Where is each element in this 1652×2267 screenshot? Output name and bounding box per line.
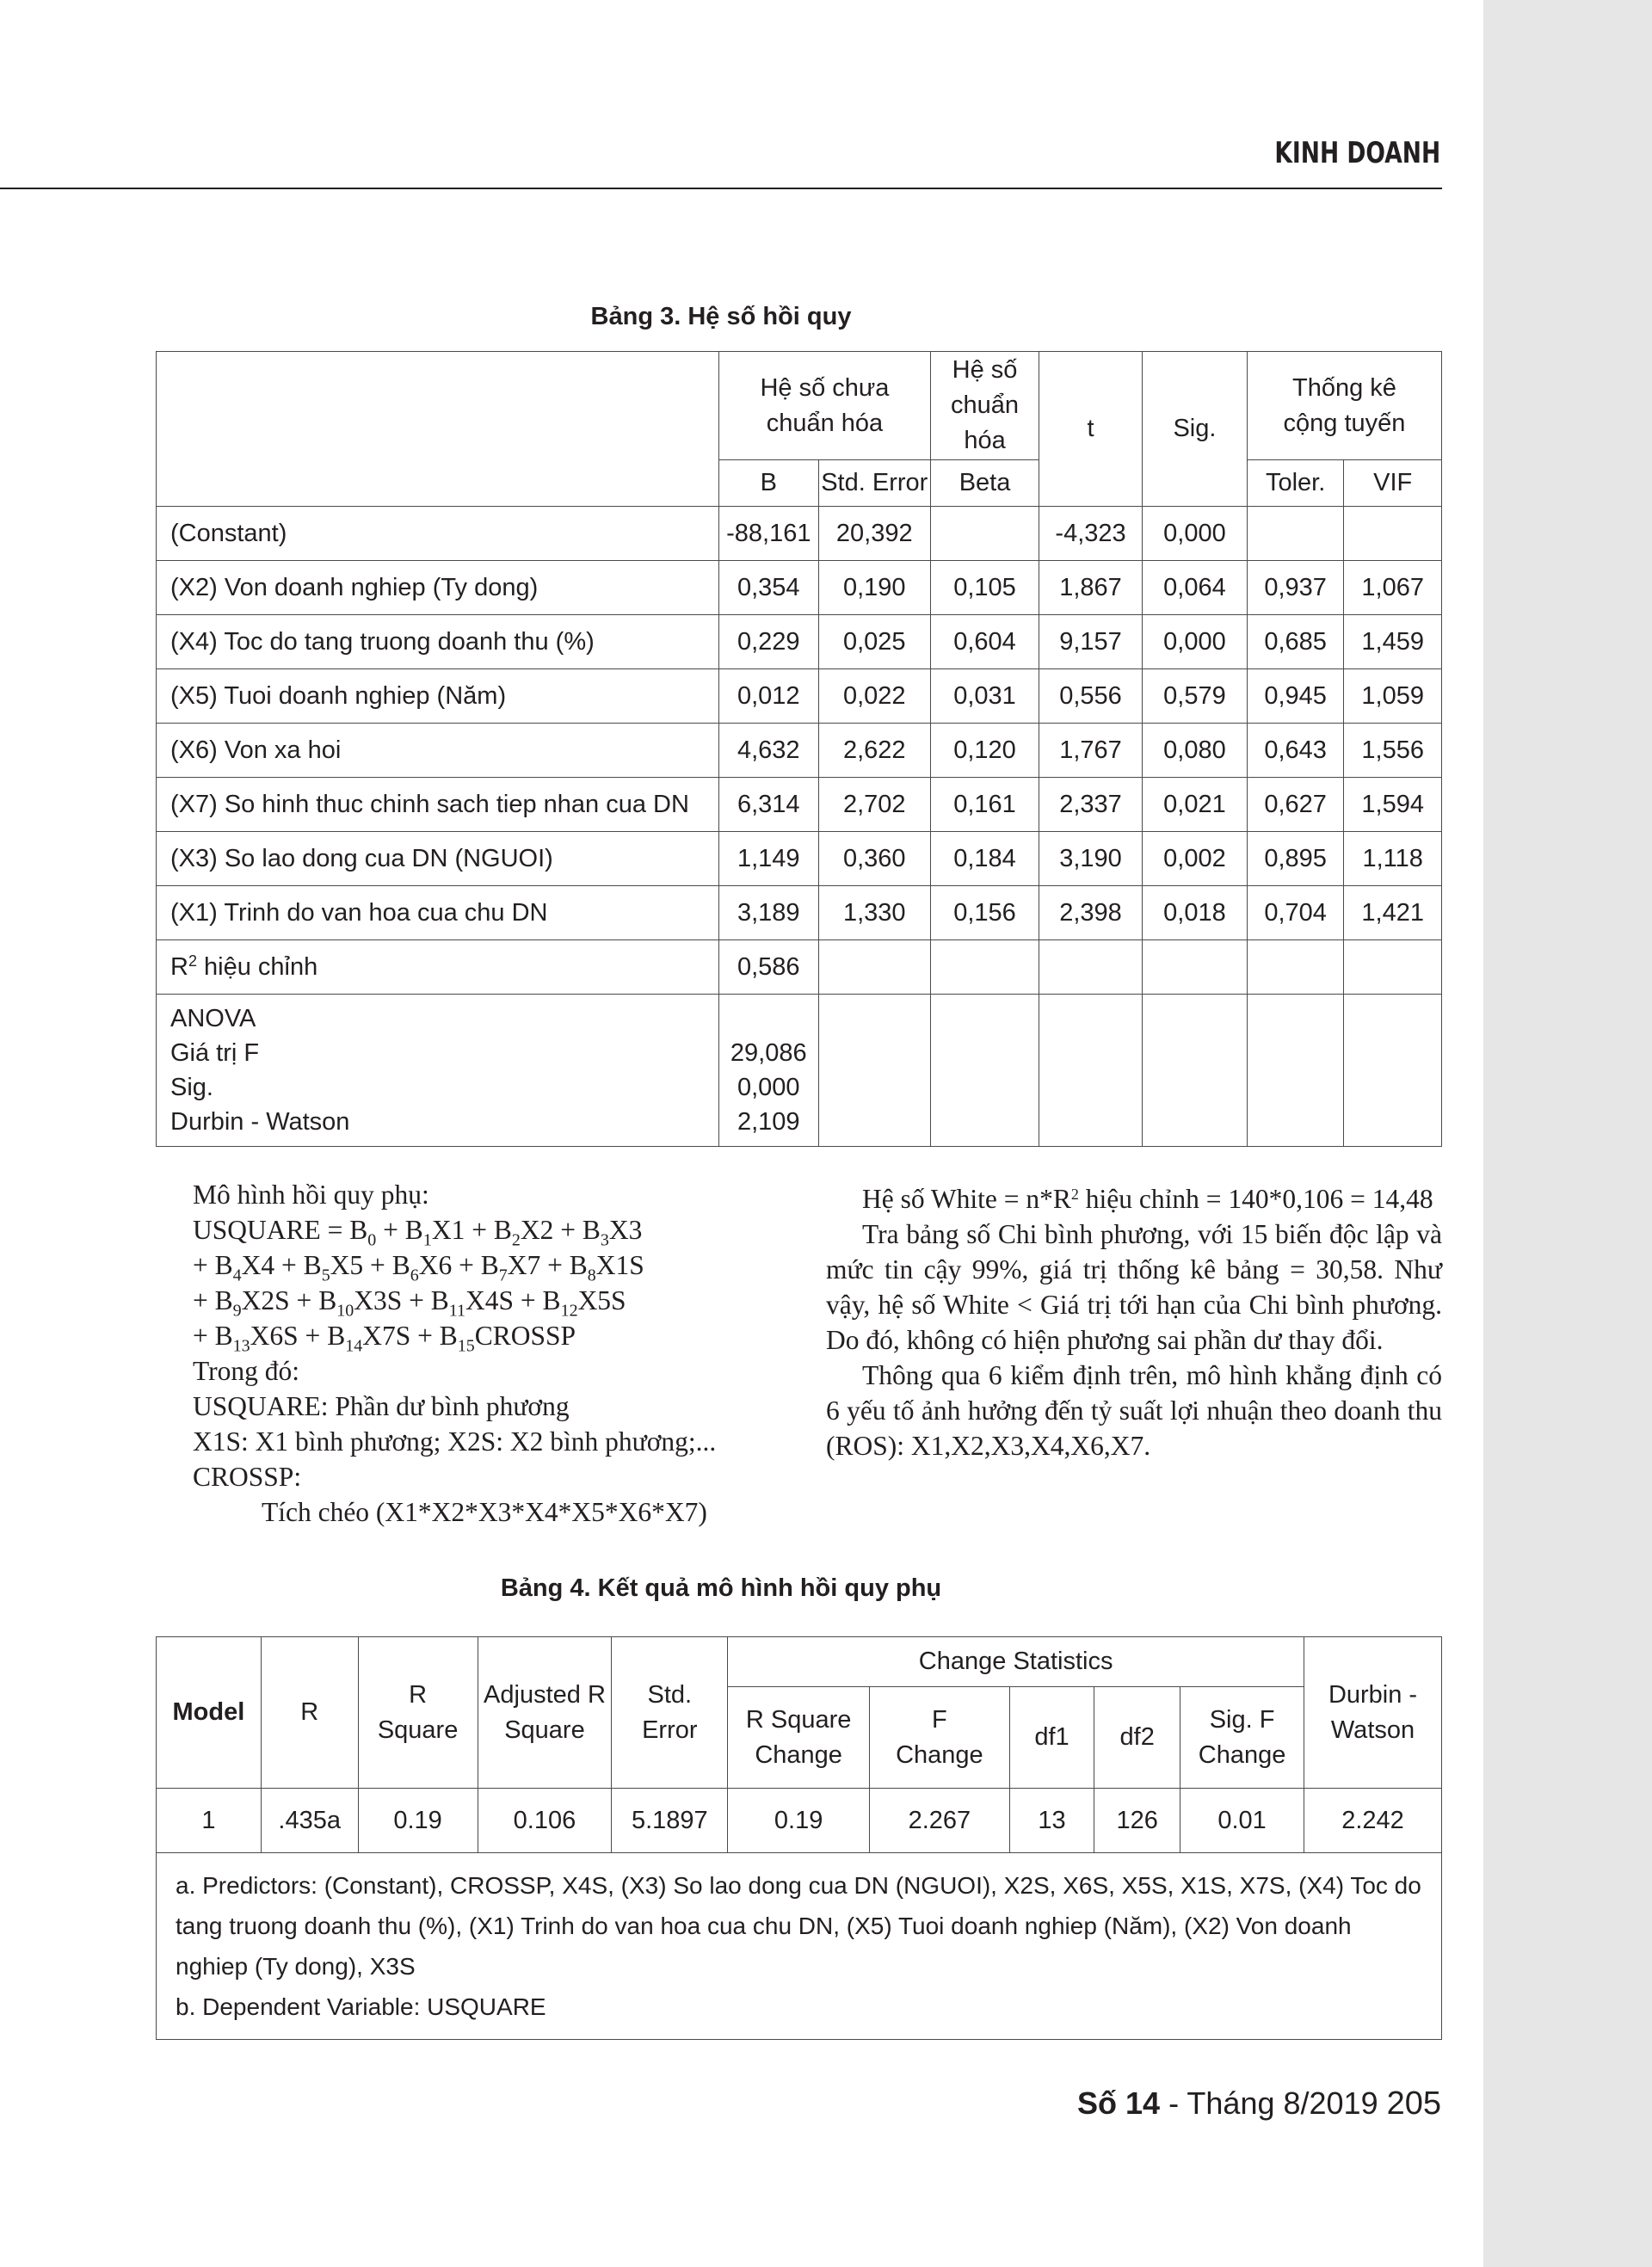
table3-cell: 0,354 [718, 561, 818, 615]
table3-row [157, 778, 1442, 832]
table3-cell: 0,012 [718, 669, 818, 724]
table3-cell: 0,018 [1142, 886, 1247, 940]
table3-cell: 0,604 [930, 615, 1039, 669]
table3-cell: 0,556 [1039, 669, 1143, 724]
table4-cell: .435a [261, 1789, 358, 1853]
table3-cell [1344, 995, 1442, 1147]
equation-line: + $B_4X4 + B_5X5 + B_6X6 + B_7X7 + B_8X1S$ [193, 1250, 644, 1285]
table3-cell: 3,189 [718, 886, 818, 940]
table3-head-collin: Thống kê cộng tuyến [1247, 352, 1441, 460]
anova-labels [157, 995, 719, 1147]
text-line: Trong đó: [193, 1356, 300, 1386]
table3-cell: (X6) Von xa hoi [157, 724, 719, 778]
table4-notes-row [157, 1853, 1442, 2040]
table3-cell: 1,867 [1039, 561, 1143, 615]
table4-cell: 0.106 [478, 1789, 612, 1853]
table3-cell: 1,118 [1344, 832, 1442, 886]
table3-cell: 1,767 [1039, 724, 1143, 778]
table3-r2-row [157, 940, 1442, 995]
table3-cell [818, 995, 930, 1147]
table4 [156, 1636, 1442, 2040]
table4-head-sigf: Sig. F Change [1180, 1687, 1304, 1789]
table3-anova-row [157, 995, 1442, 1147]
table3-head-t: t [1039, 352, 1143, 507]
table3-head-b: B [718, 460, 818, 507]
table3-cell [1142, 940, 1247, 995]
table3-cell: 0,685 [1247, 615, 1343, 669]
table3-cell: (X7) So hinh thuc chinh sach tiep nhan cua DN [157, 778, 719, 832]
table4-head-df1: df1 [1009, 1687, 1094, 1789]
table4-cell: 1 [157, 1789, 262, 1853]
table3-cell: 0,120 [930, 724, 1039, 778]
table3-cell [1247, 507, 1343, 561]
footer-separator: - [1160, 2085, 1187, 2121]
table3-cell: 0,184 [930, 832, 1039, 886]
table3-cell [1247, 940, 1343, 995]
table3-cell: 2,622 [818, 724, 930, 778]
anova-title: ANOVA [170, 1005, 256, 1032]
r2-label-sup: 2 [188, 952, 197, 970]
table3-row [157, 724, 1442, 778]
paragraph-white: Hệ số White = $n*R^2$ hiệu chỉnh = 140*0,106 = 14,48 [862, 1184, 1433, 1214]
text-line: USQUARE: Phần dư bình phương [193, 1391, 570, 1421]
table3-cell: 0,080 [1142, 724, 1247, 778]
table3-cell: 0,021 [1142, 778, 1247, 832]
table4-cell: 0.19 [728, 1789, 870, 1853]
r2-label-pre: R [170, 953, 188, 981]
table4-cell: 0.19 [358, 1789, 478, 1853]
table3-cell: 1,556 [1344, 724, 1442, 778]
table3-cell: 1,594 [1344, 778, 1442, 832]
anova-sig-label: Sig. [170, 1074, 213, 1101]
anova-dw-label: Durbin - Watson [170, 1108, 350, 1136]
table3-cell [1039, 995, 1143, 1147]
table4-cell: 2.242 [1304, 1789, 1442, 1853]
table3-cell [1344, 507, 1442, 561]
table3-cell: (X1) Trinh do van hoa cua chu DN [157, 886, 719, 940]
table3-cell: 6,314 [718, 778, 818, 832]
table4-head-dw: Durbin -Watson [1304, 1637, 1442, 1789]
table3-cell: 0,064 [1142, 561, 1247, 615]
table3-cell: 1,067 [1344, 561, 1442, 615]
note-predictors: a. Predictors: (Constant), CROSSP, X4S, (X3) So lao dong cua DN (NGUOI), X2S, X6S, X5S, X1S, X7S, (X4) Toc do tang truong doanh thu (%), (X1) Trinh do van hoa cua chu DN, (X5) Tuoi doanh nghiep (Năm), (X2) Von doanh nghiep (Ty dong), X3S [176, 1872, 1421, 1980]
anova-sig-value: 0,000 [737, 1074, 800, 1101]
paragraph-conclusion: Thông qua 6 kiểm định trên, mô hình khẳng định có 6 yếu tố ảnh hưởng đến tỷ suất lợi nhuận theo doanh thu (ROS): X1,X2,X3,X4,X6,X7. [826, 1360, 1442, 1461]
table3-cell [930, 995, 1039, 1147]
table3-head-toler: Toler. [1247, 460, 1343, 507]
text-line: Tích chéo (X1*X2*X3*X4*X5*X6*X7) [262, 1497, 707, 1527]
table3-cell: 1,421 [1344, 886, 1442, 940]
left-column [193, 1177, 774, 1530]
table4-cell: 0.01 [1180, 1789, 1304, 1853]
table4-head-rsqch: R Square Change [728, 1687, 870, 1789]
table3-cell: (X2) Von doanh nghiep (Ty dong) [157, 561, 719, 615]
table3-head-unstd: Hệ số chưa chuẩn hóa [718, 352, 930, 460]
table3-cell [1142, 995, 1247, 1147]
table4-head-stderr: Std. Error [612, 1637, 728, 1789]
header-rule [0, 188, 1442, 189]
equation-line: USQUARE = $B_0 + B_1X1 + B_2X2 + B_3X3$ [193, 1215, 643, 1250]
table3-cell: 0,190 [818, 561, 930, 615]
table3-cell: 2,337 [1039, 778, 1143, 832]
table4-head-r: R [261, 1637, 358, 1789]
table3-row [157, 886, 1442, 940]
anova-f-value: 29,086 [730, 1039, 807, 1067]
r2-value: 0,586 [718, 940, 818, 995]
page-footer [1077, 2085, 1441, 2122]
table4-cell: 126 [1094, 1789, 1180, 1853]
table3-cell: 1,330 [818, 886, 930, 940]
table3-head-stderr: Std. Error [818, 460, 930, 507]
table3-cell: 2,398 [1039, 886, 1143, 940]
right-column [826, 1177, 1442, 1463]
text-line: CROSSP: [193, 1462, 302, 1492]
table3-row [157, 832, 1442, 886]
table3-cell: 1,059 [1344, 669, 1442, 724]
table3-cell: 1,459 [1344, 615, 1442, 669]
table4-head-adj: Adjusted R Square [478, 1637, 612, 1789]
table3-cell: 0,895 [1247, 832, 1343, 886]
table3-cell: 0,161 [930, 778, 1039, 832]
table3-cell [930, 507, 1039, 561]
table3-cell: 2,702 [818, 778, 930, 832]
table4-head-df2: df2 [1094, 1687, 1180, 1789]
table3-cell: 0,627 [1247, 778, 1343, 832]
table3-cell: 0,156 [930, 886, 1039, 940]
table4-cell: 5.1897 [612, 1789, 728, 1853]
note-dependent: b. Dependent Variable: USQUARE [176, 1993, 546, 2020]
anova-values [718, 995, 818, 1147]
table3-cell [930, 940, 1039, 995]
table3-cell: 0,025 [818, 615, 930, 669]
issue-month: Tháng 8/2019 [1187, 2085, 1378, 2121]
table4-notes [157, 1853, 1442, 2040]
table3-cell: 0,000 [1142, 615, 1247, 669]
table3-cell: 0,000 [1142, 507, 1247, 561]
table3-row [157, 615, 1442, 669]
table3-head-sig: Sig. [1142, 352, 1247, 507]
table3-cell: 0,945 [1247, 669, 1343, 724]
table3-cell: -4,323 [1039, 507, 1143, 561]
table4-cell: 13 [1009, 1789, 1094, 1853]
table3-head-std: Hệ số chuẩn hóa [930, 352, 1039, 460]
table3 [156, 351, 1442, 1147]
table4-head-fch: F Change [870, 1687, 1010, 1789]
table4-head-change: Change Statistics [728, 1637, 1304, 1687]
table3-cell: 3,190 [1039, 832, 1143, 886]
table3-cell: 0,937 [1247, 561, 1343, 615]
table3-cell: (X4) Toc do tang truong doanh thu (%) [157, 615, 719, 669]
table3-cell: 4,632 [718, 724, 818, 778]
r2-label-post: hiệu chỉnh [196, 953, 318, 981]
table3-cell: 0,643 [1247, 724, 1343, 778]
text-line: X1S: X1 bình phương; X2S: X2 bình phương;... [193, 1426, 717, 1457]
issue-number: Số 14 [1077, 2085, 1161, 2121]
table4-row [157, 1789, 1442, 1853]
table3-cell [1039, 940, 1143, 995]
table4-head-model: Model [157, 1637, 262, 1789]
anova-dw-value: 2,109 [737, 1108, 800, 1136]
table3-cell: 0,704 [1247, 886, 1343, 940]
table3-cell: 20,392 [818, 507, 930, 561]
table3-cell: 9,157 [1039, 615, 1143, 669]
table3-row [157, 507, 1442, 561]
page-margin-band [1483, 0, 1652, 2267]
page-number: 205 [1386, 2085, 1441, 2122]
table4-cell: 2.267 [870, 1789, 1010, 1853]
table3-row [157, 561, 1442, 615]
table3-cell: 1,149 [718, 832, 818, 886]
table3-head-vif: VIF [1344, 460, 1442, 507]
text-line: Mô hình hồi quy phụ: [193, 1180, 429, 1210]
section-header: KINH DOANH [1274, 136, 1440, 170]
table3-caption: Bảng 3. Hệ số hồi quy [590, 303, 852, 330]
table3-cell: (Constant) [157, 507, 719, 561]
table4-head-rsq: R Square [358, 1637, 478, 1789]
table3-row [157, 669, 1442, 724]
table3-cell: (X5) Tuoi doanh nghiep (Năm) [157, 669, 719, 724]
table3-head-beta: Beta [930, 460, 1039, 507]
equation-line: + $B_9X2S + B_{10}X3S + B_{11}X4S + B_{12}X5S$ [193, 1285, 626, 1321]
r2-label [157, 940, 719, 995]
table3-cell: 0,579 [1142, 669, 1247, 724]
table4-caption: Bảng 4. Kết quả mô hình hồi quy phụ [500, 1574, 942, 1602]
table3-cell: (X3) So lao dong cua DN (NGUOI) [157, 832, 719, 886]
table3-cell: 0,002 [1142, 832, 1247, 886]
anova-f-label: Giá trị F [170, 1039, 260, 1067]
table3-cell: 0,031 [930, 669, 1039, 724]
table3-cell: 0,022 [818, 669, 930, 724]
table3-cell: 0,229 [718, 615, 818, 669]
table3-cell: -88,161 [718, 507, 818, 561]
table3-cell [1247, 995, 1343, 1147]
table3-cell [818, 940, 930, 995]
table3-head-empty [157, 352, 719, 507]
table3-cell: 0,105 [930, 561, 1039, 615]
table3-cell [1344, 940, 1442, 995]
paragraph-chi-square: Tra bảng số Chi bình phương, với 15 biến độc lập và mức tin cậy 99%, giá trị thống kê bảng = 30,58. Như vậy, hệ số White < Giá trị tới hạn của Chi bình phương. Do đó, không có hiện phương sai phần dư thay đổi. [826, 1219, 1442, 1355]
equation-line: + $B_{13}X6S + B_{14}X7S$ + $B_{15}CROSSP$ [193, 1321, 576, 1356]
table3-cell: 0,360 [818, 832, 930, 886]
